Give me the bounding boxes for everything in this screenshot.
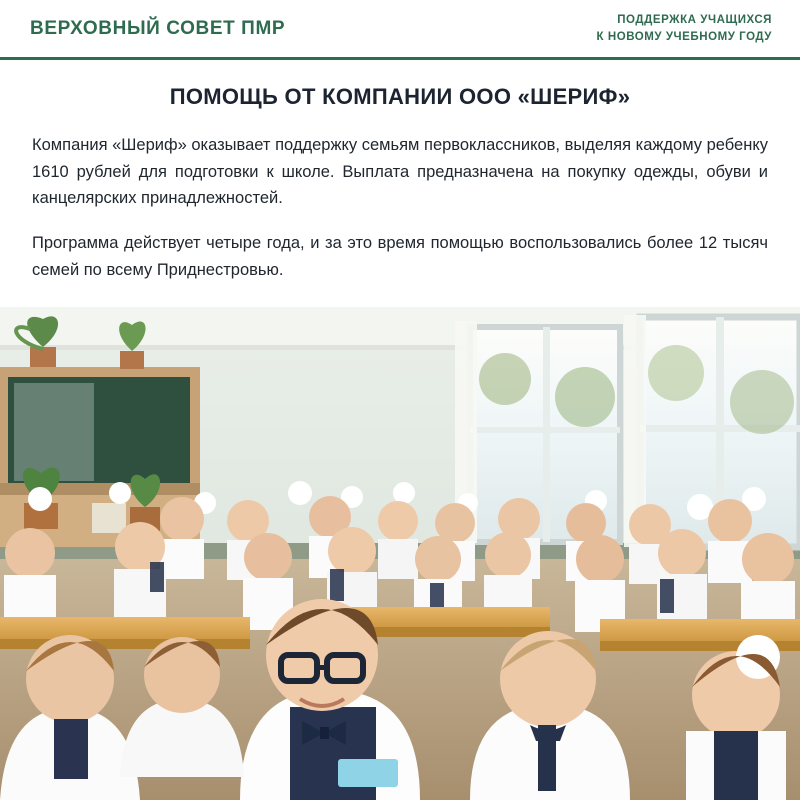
header-tagline-line2: К НОВОМУ УЧЕБНОМУ ГОДУ: [596, 30, 772, 43]
text-content: [0, 60, 800, 284]
header-bar: [0, 0, 800, 60]
header-tagline-line1: ПОДДЕРЖКА УЧАЩИХСЯ: [617, 14, 772, 27]
paragraph-1: Компания «Шериф» оказывает поддержку семьям первоклассников, выделяя каждому ребенку 1610 рублей для подготовки к школе. Выплата предназначена на покупку одежды, обуви и канцелярских принадлежностей.: [32, 136, 768, 208]
classroom-photo: [0, 307, 800, 800]
page-title: ПОМОЩЬ ОТ КОМПАНИИ ООО «ШЕРИФ»: [169, 84, 631, 109]
header-tagline: [597, 12, 772, 45]
paragraph-2: Программа действует четыре года, и за это время помощью воспользовались более 12 тысяч семей по всему Приднестровью.: [32, 234, 768, 279]
organization-title: ВЕРХОВНЫЙ СОВЕТ ПМР: [30, 17, 286, 39]
